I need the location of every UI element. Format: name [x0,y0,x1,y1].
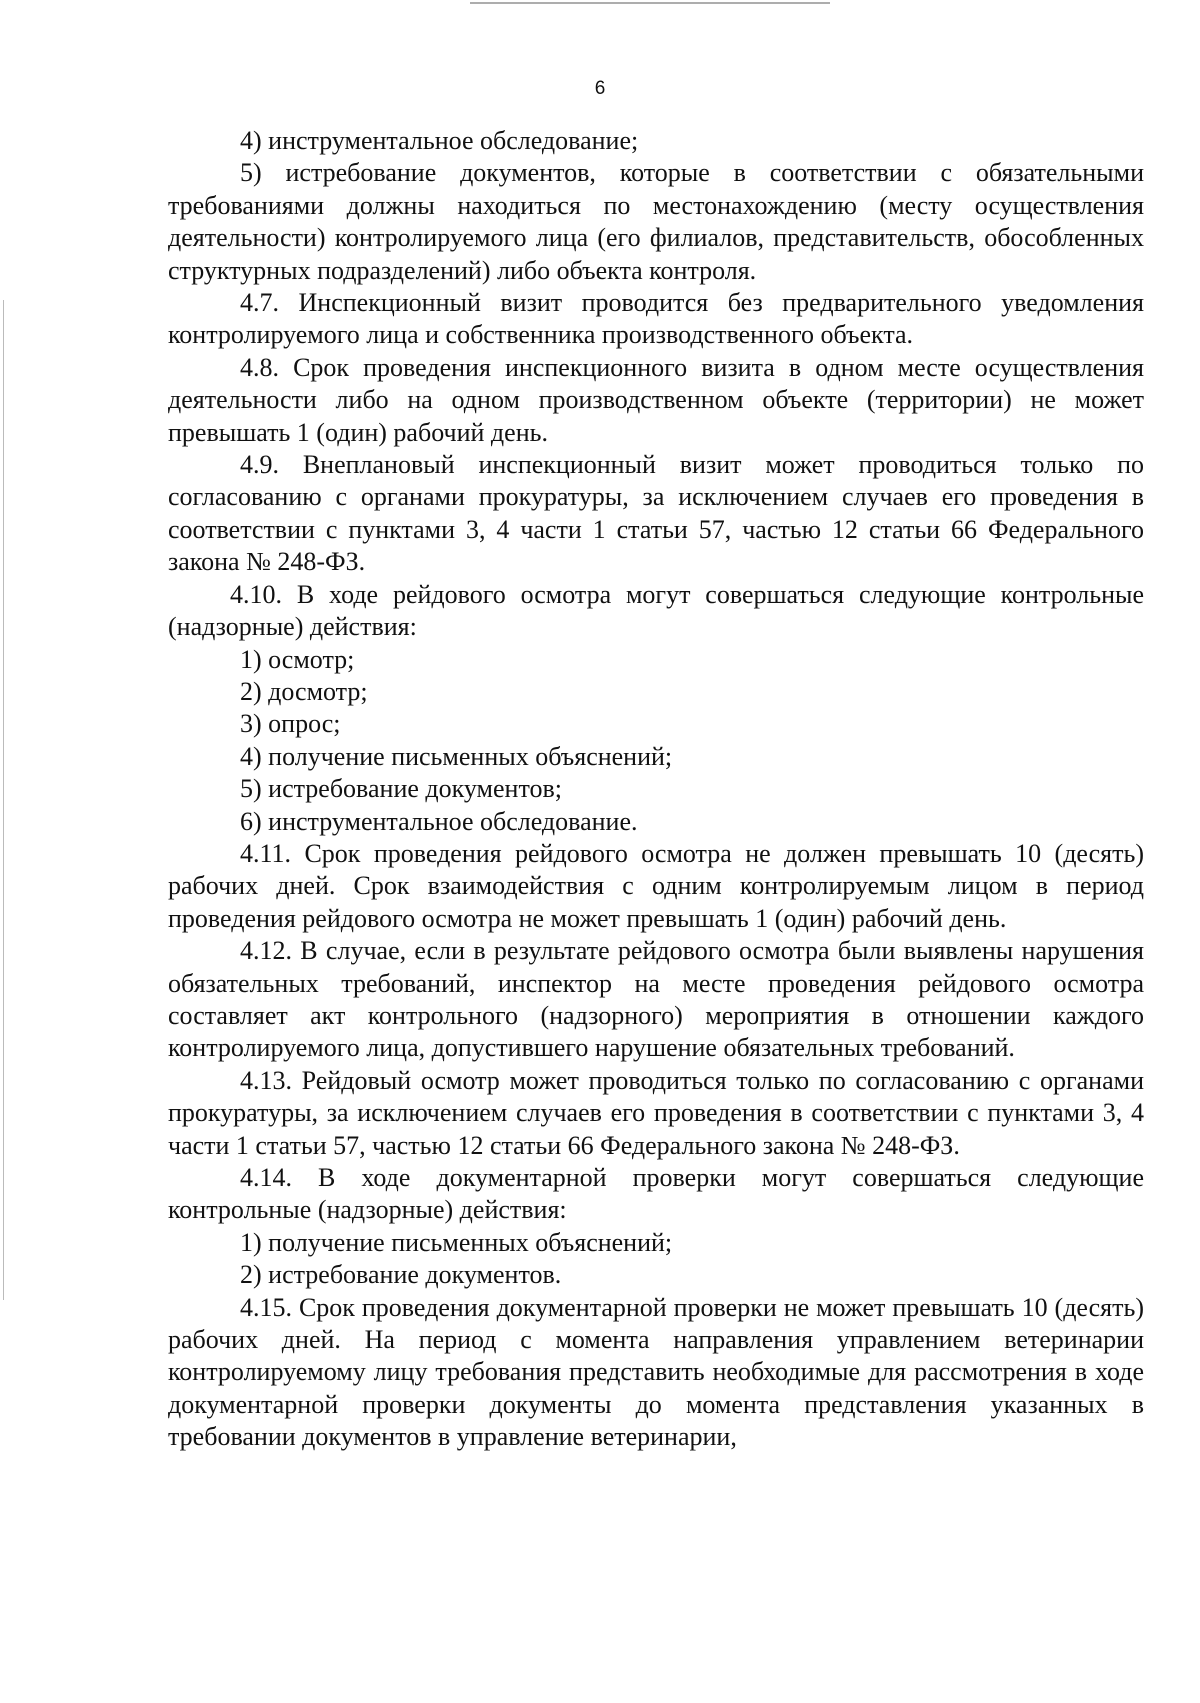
list-item: 1) осмотр; [240,644,355,674]
paragraph: 4.14. В ходе документарной проверки могут совершаться следующие контрольные (надзорные) действия: [168,1163,1144,1225]
paragraph: 4.15. Срок проведения документарной проверки не может превышать 10 (десять) рабочих дней. На период с момента направления управлением ветеринарии контролируемому лицу требования представить необходимые для рассмотрения в ходе документарной проверки документы до момента представления указанных в требовании документов в управление ветеринарии, [168,1292,1144,1452]
paragraph: 4.11. Срок проведения рейдового осмотра не должен превышать 10 (десять) рабочих дней. Срок взаимодействия с одним контролируемым лицом в период проведения рейдового осмотра не может превышать 1 (один) рабочий день. [168,838,1144,933]
list-item: 2) истребование документов. [240,1260,562,1290]
list-item: 1) получение письменных объяснений; [240,1227,673,1257]
list-item: 6) инструментальное обследование. [240,806,638,836]
list-item: 5) истребование документов; [240,774,562,804]
paragraph: 4.7. Инспекционный визит проводится без предварительного уведомления контролируемого лица и собственника производственного объекта. [168,288,1144,350]
document-body [168,125,1144,1454]
paragraph: 4.10. В ходе рейдового осмотра могут совершаться следующие контрольные (надзорные) действия: [168,579,1144,642]
scan-artifact-edge [3,300,4,1300]
paragraph: 4.13. Рейдовый осмотр может проводиться только по согласованию с органами прокуратуры, за исключением случаев его проведения в соответствии с пунктами 3, 4 части 1 статьи 57, частью 12 статьи 66 Федерального закона № 248-ФЗ. [168,1065,1144,1160]
list-item: 4) инструментальное обследование; [240,126,639,155]
paragraph: 4.9. Внеплановый инспекционный визит может проводиться только по согласованию с органами прокуратуры, за исключением случаев его проведения в соответствии с пунктами 3, 4 части 1 статьи 57, частью 12 статьи 66 Федерального закона № 248-ФЗ. [168,450,1144,577]
page-number: 6 [594,78,606,99]
paragraph: 4.8. Срок проведения инспекционного визита в одном месте осуществления деятельности либо на одном производственном объекте (территории) не может превышать 1 (один) рабочий день. [168,352,1144,447]
list-item: 3) опрос; [240,709,341,739]
list-item: 4) получение письменных объяснений; [240,741,673,771]
list-item: 5) истребование документов, которые в соответствии с обязательными требованиями должны находиться по местонахождению (месту осуществления деятельности) контролируемого лица (его филиалов, представительств, обособленных структурных подразделений) либо объекта контроля. [168,158,1144,285]
paragraph: 4.12. В случае, если в результате рейдового осмотра были выявлены нарушения обязательных требований, инспектор на месте проведения рейдового осмотра составляет акт контрольного (надзорного) мероприятия в отношении каждого контролируемого лица, допустившего нарушение обязательных требований. [168,936,1144,1063]
scan-artifact-line [470,2,830,4]
list-item: 2) досмотр; [240,676,368,706]
